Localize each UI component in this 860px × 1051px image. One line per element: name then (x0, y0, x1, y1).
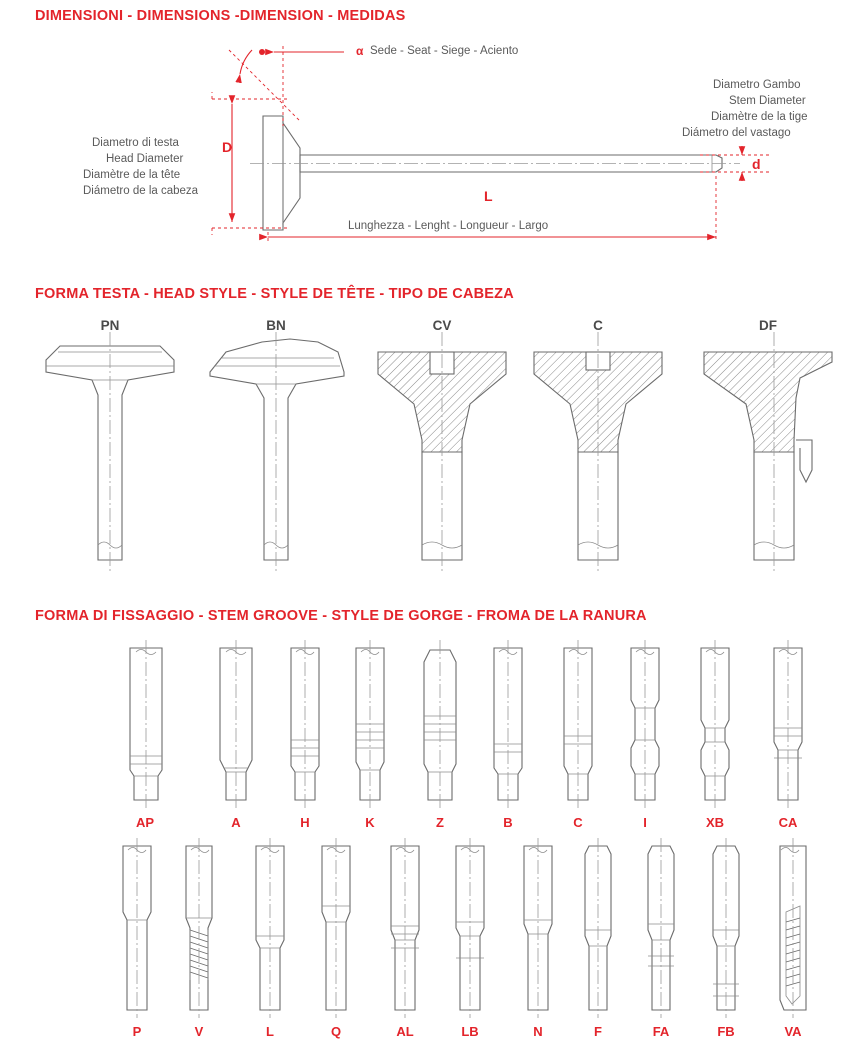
stem-groove-caption-r2-2: L (266, 1024, 274, 1039)
seat-angle-label: Sede - Seat - Siege - Aciento (370, 45, 519, 57)
head-style-caption-1: BN (266, 318, 286, 333)
stem-diameter-label-fr: Diamètre de la tige (711, 111, 808, 123)
stem-groove-caption-r1-3: K (365, 815, 375, 830)
stem-groove-Q (322, 838, 350, 1018)
head-style-caption-4: DF (759, 318, 777, 333)
stem-diameter-label-it: Diametro Gambo (713, 79, 801, 91)
stem-groove-AL (391, 838, 419, 1018)
stem-groove-caption-r2-4: AL (396, 1024, 414, 1039)
stem-groove-caption-r1-4: Z (436, 815, 444, 830)
stem-groove-caption-r1-8: XB (705, 815, 725, 830)
head-diameter-label-en: Head Diameter (106, 153, 184, 165)
stem-groove-LB (456, 838, 484, 1018)
stem-groove-N (524, 838, 552, 1018)
stem-groove-caption-r1-5: B (503, 815, 513, 830)
stem-groove-caption-r1-7: I (643, 815, 647, 830)
stem-groove-caption-r2-5: LB (461, 1024, 479, 1039)
length-mark: L (484, 188, 493, 204)
stem-groove-caption-r1-6: C (573, 815, 583, 830)
stem-groove-FB (713, 838, 739, 1018)
section-title-stem-groove: FORMA DI FISSAGGIO - STEM GROOVE - STYLE DE GORGE - FROMA DE LA RANURA (35, 608, 647, 624)
head-diameter-mark: D (222, 139, 233, 155)
stem-groove-caption-r2-8: FA (652, 1024, 670, 1039)
head-style-caption-2: CV (432, 318, 452, 333)
length-label: Lunghezza - Lenght - Longueur - Largo (348, 220, 549, 232)
stem-groove-caption-r2-1: V (194, 1024, 204, 1039)
stem-diameter-label-en: Stem Diameter (729, 95, 806, 107)
section-title-head-style: FORMA TESTA - HEAD STYLE - STYLE DE TÊTE - TIPO DE CABEZA (35, 286, 514, 302)
stem-groove-F (585, 838, 611, 1018)
stem-groove-P (123, 838, 151, 1018)
head-style-caption-3: C (593, 318, 603, 333)
stem-groove-caption-r2-7: F (594, 1024, 602, 1039)
section-title-dimensions: DIMENSIONI - DIMENSIONS -DIMENSION - MEDIDAS (35, 8, 406, 24)
stem-groove-caption-r1-1: A (231, 815, 241, 830)
stem-groove-caption-r1-2: H (300, 815, 310, 830)
stem-groove-FA (648, 838, 674, 1018)
head-diameter-label-fr: Diamètre de la tête (83, 169, 181, 181)
stem-groove-V (186, 838, 212, 1018)
stem-groove-caption-r2-9: FB (717, 1024, 735, 1039)
head-diameter-label-it: Diametro di testa (92, 137, 179, 149)
stem-groove-VA (780, 838, 806, 1018)
head-style-caption-0: PN (100, 318, 120, 333)
head-diameter-label-es: Diámetro de la cabeza (83, 185, 199, 197)
stem-groove-caption-r2-6: N (533, 1024, 543, 1039)
stem-groove-caption-r2-10: VA (784, 1024, 802, 1039)
stem-groove-L (256, 838, 284, 1018)
stem-diameter-mark: d (752, 156, 761, 172)
stem-groove-caption-r2-3: Q (330, 1024, 342, 1039)
seat-angle-symbol: α (356, 44, 364, 58)
stem-groove-caption-r1-9: CA (778, 815, 798, 830)
stem-groove-caption-r1-0: AP (135, 815, 155, 830)
stem-groove-caption-r2-0: P (132, 1024, 142, 1039)
stem-diameter-label-es: Diámetro del vastago (682, 127, 791, 139)
